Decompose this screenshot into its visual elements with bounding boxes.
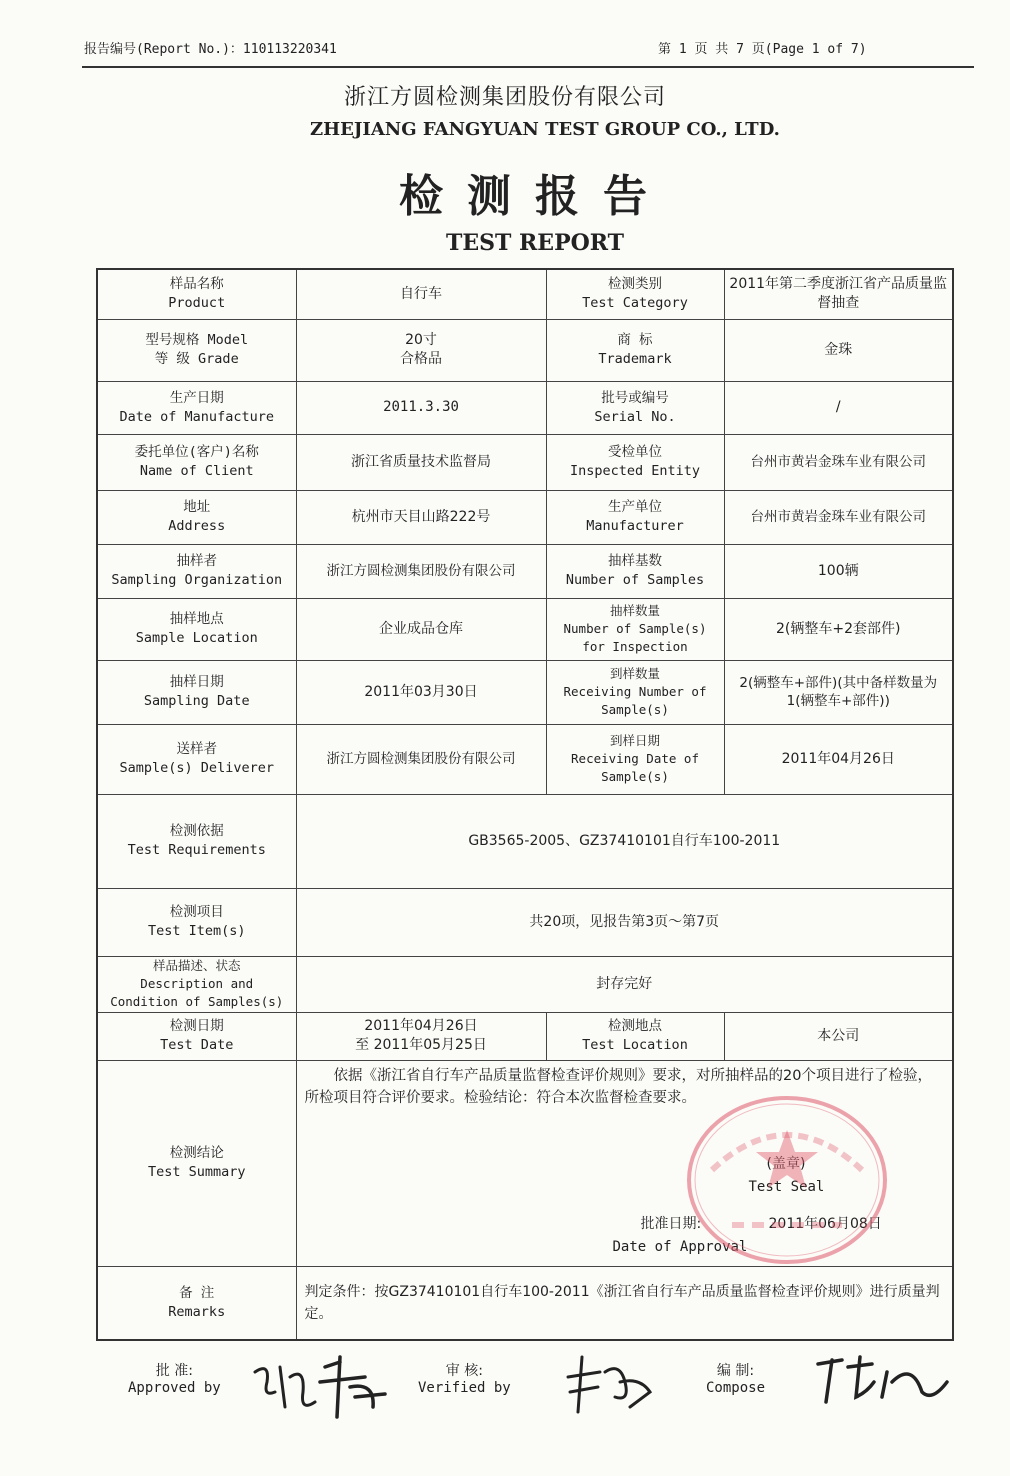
serial-no-label: 批号或编号 Serial No. [546, 381, 724, 434]
seal-label-en: Test Seal [748, 1178, 825, 1195]
address-label: 地址 Address [97, 490, 296, 544]
client-value: 浙江省质量技术监督局 [296, 434, 546, 490]
items-label: 检测项目 Test Item(s) [97, 888, 296, 956]
inspected-entity-value: 台州市黄岩金珠车业有限公司 [724, 434, 953, 490]
seal-label-cn: (盖章) [766, 1155, 806, 1172]
sampling-date-label: 抽样日期 Sampling Date [97, 660, 296, 724]
serial-no-value: / [724, 381, 953, 434]
approval-date-value: 2011年06月08日 [768, 1215, 882, 1232]
approval-date-label-en: Date of Approval [612, 1238, 748, 1255]
composer-signature [812, 1352, 952, 1412]
requirements-label: 检测依据 Test Requirements [97, 794, 296, 888]
page-number: 第 1 页 共 7 页(Page 1 of 7) [658, 42, 867, 57]
sampling-date-value: 2011年03月30日 [296, 660, 546, 724]
product-value: 自行车 [296, 269, 546, 319]
header-divider [82, 66, 974, 68]
manufacturer-value: 台州市黄岩金珠车业有限公司 [724, 490, 953, 544]
test-category-label: 检测类别 Test Category [546, 269, 724, 319]
model-label: 型号规格 Model 等 级 Grade [97, 319, 296, 381]
client-label: 委托单位(客户)名称 Name of Client [97, 434, 296, 490]
sampling-org-value: 浙江方圆检测集团股份有限公司 [296, 544, 546, 598]
address-value: 杭州市天目山路222号 [296, 490, 546, 544]
sample-location-label: 抽样地点 Sample Location [97, 598, 296, 660]
table-row [97, 381, 953, 434]
requirements-value: GB3565-2005、GZ37410101自行车100-2011 [296, 794, 953, 888]
table-row [97, 434, 953, 490]
report-title-en: TEST REPORT [445, 230, 625, 256]
product-label: 样品名称 Product [97, 269, 296, 319]
deliverer-value: 浙江方圆检测集团股份有限公司 [296, 724, 546, 794]
table-row [97, 724, 953, 794]
approval-date-label-cn: 批准日期: [640, 1215, 702, 1232]
table-row [97, 1012, 953, 1060]
company-name-en: ZHEJIANG FANGYUAN TEST GROUP CO., LTD. [310, 119, 780, 140]
remarks-value: 判定条件：按GZ37410101自行车100-2011《浙江省自行车产品质量监督检查评价规则》进行质量判定。 [296, 1266, 953, 1340]
inspected-entity-label: 受检单位 Inspected Entity [546, 434, 724, 490]
approver-signature [245, 1352, 395, 1422]
trademark-label: 商 标 Trademark [546, 319, 724, 381]
receiving-number-label: 到样数量 Receiving Number of Sample(s) [546, 660, 724, 724]
trademark-value: 金珠 [724, 319, 953, 381]
official-seal-stamp [682, 1090, 892, 1270]
number-of-samples-label: 抽样基数 Number of Samples [546, 544, 724, 598]
samples-for-inspection-value: 2(辆整车+2套部件) [724, 598, 953, 660]
compose-label: 编 制: Compose [706, 1363, 766, 1396]
sampling-org-label: 抽样者 Sampling Organization [97, 544, 296, 598]
condition-label: 样品描述、状态 Description and Condition of Samples(s) [97, 956, 296, 1012]
verified-by-label: 审 核: Verified by [418, 1363, 511, 1396]
table-row [97, 888, 953, 956]
deliverer-label: 送样者 Sample(s) Deliverer [97, 724, 296, 794]
approved-by-label: 批 准: Approved by [128, 1363, 221, 1396]
table-row [97, 490, 953, 544]
remarks-label: 备 注 Remarks [97, 1266, 296, 1340]
items-value: 共20项，见报告第3页～第7页 [296, 888, 953, 956]
test-category-value: 2011年第二季度浙江省产品质量监督抽查 [724, 269, 953, 319]
verifier-signature [560, 1352, 660, 1422]
test-location-label: 检测地点 Test Location [546, 1012, 724, 1060]
table-row [97, 1266, 953, 1340]
test-date-value: 2011年04月26日 至 2011年05月25日 [296, 1012, 546, 1060]
table-row [97, 794, 953, 888]
table-row [97, 956, 953, 1012]
summary-label: 检测结论 Test Summary [97, 1060, 296, 1266]
manufacture-date-label: 生产日期 Date of Manufacture [97, 381, 296, 434]
summary-text: 依据《浙江省自行车产品质量监督检查评价规则》要求，对所抽样品的20个项目进行了检验，所检项目符合评价要求。检验结论：符合本次监督检查要求。 [304, 1067, 932, 1106]
test-date-label: 检测日期 Test Date [97, 1012, 296, 1060]
number-of-samples-value: 100辆 [724, 544, 953, 598]
table-row [97, 660, 953, 724]
test-location-value: 本公司 [724, 1012, 953, 1060]
table-row [97, 319, 953, 381]
receiving-date-label: 到样日期 Receiving Date of Sample(s) [546, 724, 724, 794]
table-row [97, 544, 953, 598]
samples-for-inspection-label: 抽样数量 Number of Sample(s) for Inspection [546, 598, 724, 660]
condition-value: 封存完好 [296, 956, 953, 1012]
model-value: 20寸 合格品 [296, 319, 546, 381]
table-row [97, 598, 953, 660]
receiving-number-value: 2(辆整车+部件)(其中备样数量为1(辆整车+部件)) [724, 660, 953, 724]
report-title-cn: 检测报告 [399, 171, 671, 222]
sample-location-value: 企业成品仓库 [296, 598, 546, 660]
manufacture-date-value: 2011.3.30 [296, 381, 546, 434]
report-number: 报告编号(Report No.)：110113220341 [84, 42, 337, 57]
manufacturer-label: 生产单位 Manufacturer [546, 490, 724, 544]
table-row [97, 269, 953, 319]
company-name-cn: 浙江方圆检测集团股份有限公司 [343, 85, 666, 110]
receiving-date-value: 2011年04月26日 [724, 724, 953, 794]
